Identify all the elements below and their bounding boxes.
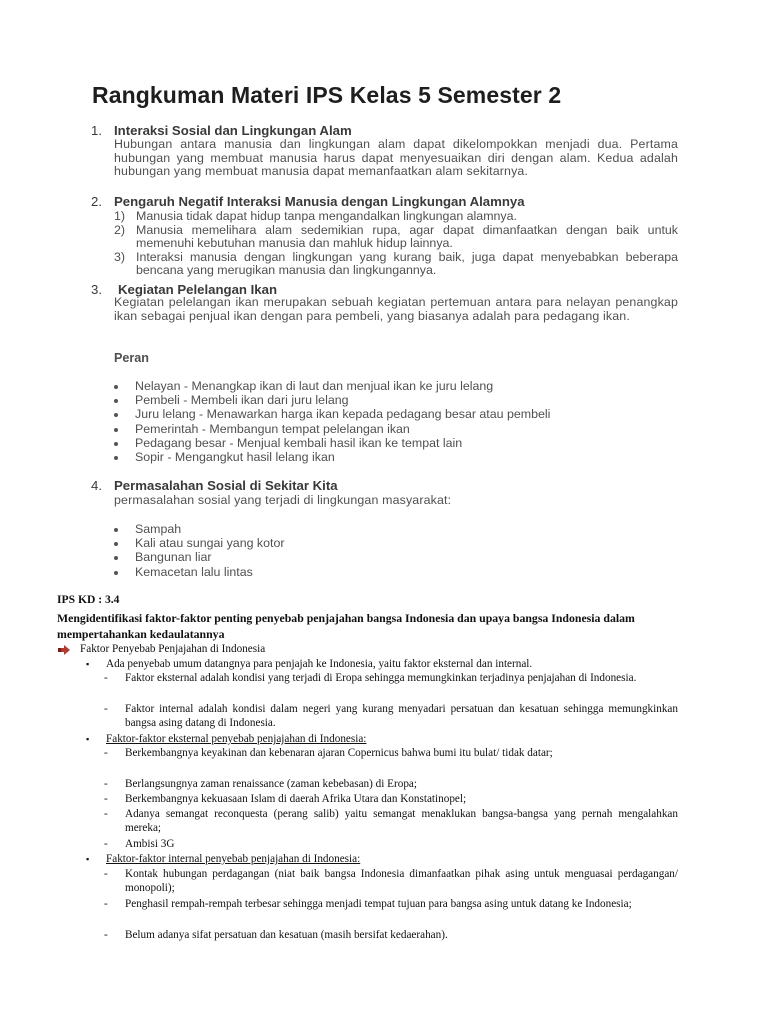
kd-top-item: Faktor Penyebab Penjajahan di Indonesia xyxy=(80,643,266,655)
list-item xyxy=(100,671,678,685)
section-3-paragraph: Kegiatan pelelangan ikan merupakan sebuah kegiatan pertemuan antara para nelayan penangkap ikan sebagai penjual ikan dengan para pembeli, yang biasanya adalah para pedagang ikan. xyxy=(114,295,678,323)
list-item xyxy=(100,867,678,895)
square-bullet-icon: ▪ xyxy=(86,659,90,669)
list-item xyxy=(100,837,678,851)
list-item xyxy=(114,251,678,278)
list-item-text: Manusia memelihara alam sedemikian rupa, agar dapat dimanfaatkan dengan baik untuk memenuhi kebutuhan manusia dan mahluk hidup lainnya. xyxy=(136,222,678,250)
list-item-text: Faktor eksternal adalah kondisi yang terjadi di Eropa sehingga memungkinkan terjadinya penjajahan di Indonesia. xyxy=(125,672,637,684)
section-2-number: 2. xyxy=(91,194,102,209)
list-item: Kemacetan lalu lintas xyxy=(112,565,284,579)
dash-marker: - xyxy=(104,778,108,790)
list-item-text: Manusia tidak dapat hidup tanpa mengandalkan lingkungan alamnya. xyxy=(136,209,517,223)
list-item: Kali atau sungai yang kotor xyxy=(112,536,284,550)
list-item: Sampah xyxy=(112,522,284,536)
list-item-text: Penghasil rempah-rempah terbesar sehingga menjadi tempat tujuan para bangsa asing untuk datang ke Indonesia; xyxy=(125,898,632,910)
kd-external-title: Faktor-faktor eksternal penyebab penjajahan di Indonesia: xyxy=(106,733,367,745)
arrow-bullet-icon xyxy=(58,645,70,655)
section-4-heading: Permasalahan Sosial di Sekitar Kita xyxy=(114,478,338,493)
section-3-heading: Kegiatan Pelelangan Ikan xyxy=(118,282,278,297)
list-item: Pembeli - Membeli ikan dari juru lelang xyxy=(112,393,550,407)
list-item xyxy=(100,792,678,806)
kd-internal-title: Faktor-faktor internal penyebab penjajahan di Indonesia: xyxy=(106,853,361,865)
list-item-text: Kontak hubungan perdagangan (niat baik bangsa Indonesia dimanfaatkan pihak asing untuk menguasai perdagangan/ monopoli); xyxy=(125,868,678,895)
dash-marker: - xyxy=(104,929,108,941)
list-item-text: Berkembangnya kekuasaan Islam di daerah Afrika Utara dan Konstatinopel; xyxy=(125,793,467,805)
dash-marker: - xyxy=(104,838,108,850)
list-item-text: Ambisi 3G xyxy=(125,838,175,850)
square-bullet-icon: ▪ xyxy=(86,854,90,864)
list-item xyxy=(100,777,678,791)
list-item-text: Berkembangnya keyakinan dan kebenaran ajaran Copernicus bahwa bumi itu bulat/ tidak datar; xyxy=(125,747,553,759)
list-item-number: 1) xyxy=(114,209,126,223)
section-2-heading: Pengaruh Negatif Interaksi Manusia dengan Lingkungan Alamnya xyxy=(114,194,525,209)
kd-external-heading xyxy=(86,732,678,746)
list-item xyxy=(114,224,678,251)
section-4-bullet-list xyxy=(112,522,284,579)
dash-marker: - xyxy=(104,793,108,805)
dash-marker: - xyxy=(104,898,108,910)
section-1-number: 1. xyxy=(91,123,102,138)
section-4-number: 4. xyxy=(91,478,102,493)
list-item: Juru lelang - Menawarkan harga ikan kepada pedagang besar atau pembeli xyxy=(112,407,550,421)
section-4-paragraph: permasalahan sosial yang terjadi di lingkungan masyarakat: xyxy=(114,493,452,507)
section-1-paragraph: Hubungan antara manusia dan lingkungan alam dapat dikelompokkan menjadi dua. Pertama hubungan yang membuat manusia harus dapat menyesuaikan diri dengan alam. Kedua adalah hubungan yang membuat manusia dapat memanfaatkan alam sekitarnya. xyxy=(114,137,678,178)
section-3-subheading: Peran xyxy=(114,351,150,365)
kd-general-item xyxy=(86,657,678,671)
kd-general-text: Ada penyebab umum datangnya para penjajah ke Indonesia, yaitu faktor eksternal dan internal. xyxy=(106,658,533,670)
list-item xyxy=(100,897,678,911)
kd-internal-heading xyxy=(86,852,678,866)
list-item xyxy=(100,928,678,942)
list-item: Pedagang besar - Menjual kembali hasil ikan ke tempat lain xyxy=(112,436,550,450)
dash-marker: - xyxy=(104,703,108,715)
dash-marker: - xyxy=(104,808,108,820)
kd-label: IPS KD : 3.4 xyxy=(57,593,120,606)
dash-marker: - xyxy=(104,868,108,880)
list-item: Pemerintah - Membangun tempat pelelangan ikan xyxy=(112,422,550,436)
list-item xyxy=(100,807,678,835)
section-1-heading: Interaksi Sosial dan Lingkungan Alam xyxy=(114,123,352,138)
list-item: Sopir - Mengangkut hasil lelang ikan xyxy=(112,450,550,464)
list-item-text: Berlangsungnya zaman renaissance (zaman kebebasan) di Eropa; xyxy=(125,778,417,790)
list-item: Bangunan liar xyxy=(112,550,284,564)
section-3-number: 3. xyxy=(91,282,102,297)
section-3-bullet-list xyxy=(112,379,550,464)
dash-marker: - xyxy=(104,747,108,759)
page-title: Rangkuman Materi IPS Kelas 5 Semester 2 xyxy=(92,82,562,108)
list-item-number: 3) xyxy=(114,249,126,264)
list-item xyxy=(114,210,678,224)
list-item: Nelayan - Menangkap ikan di laut dan menjual ikan ke juru lelang xyxy=(112,379,550,393)
kd-description: Mengidentifikasi faktor-faktor penting penyebab penjajahan bangsa Indonesia dan upaya bangsa Indonesia dalam mempertahankan kedaulatannya xyxy=(57,611,635,641)
section-2-list xyxy=(114,210,678,278)
list-item-text: Faktor internal adalah kondisi dalam negeri yang kurang menyadari persatuan dan kesatuan sehingga memungkinkan bangsa asing datang di Indonesia. xyxy=(125,703,678,730)
dash-marker: - xyxy=(104,672,108,684)
list-item-text: Adanya semangat reconquesta (perang salib) yaitu semangat menaklukan bangsa-bangsa yang pernah mengalahkan mereka; xyxy=(125,808,678,835)
list-item-text: Belum adanya sifat persatuan dan kesatuan (masih bersifat kedaerahan). xyxy=(125,929,448,941)
list-item xyxy=(100,702,678,730)
list-item-number: 2) xyxy=(114,222,126,237)
list-item-text: Interaksi manusia dengan lingkungan yang kurang baik, juga dapat menyebabkan beberapa bencana yang merugikan manusia dan lingkungannya. xyxy=(136,249,678,277)
list-item xyxy=(100,746,678,760)
square-bullet-icon: ▪ xyxy=(86,734,90,744)
